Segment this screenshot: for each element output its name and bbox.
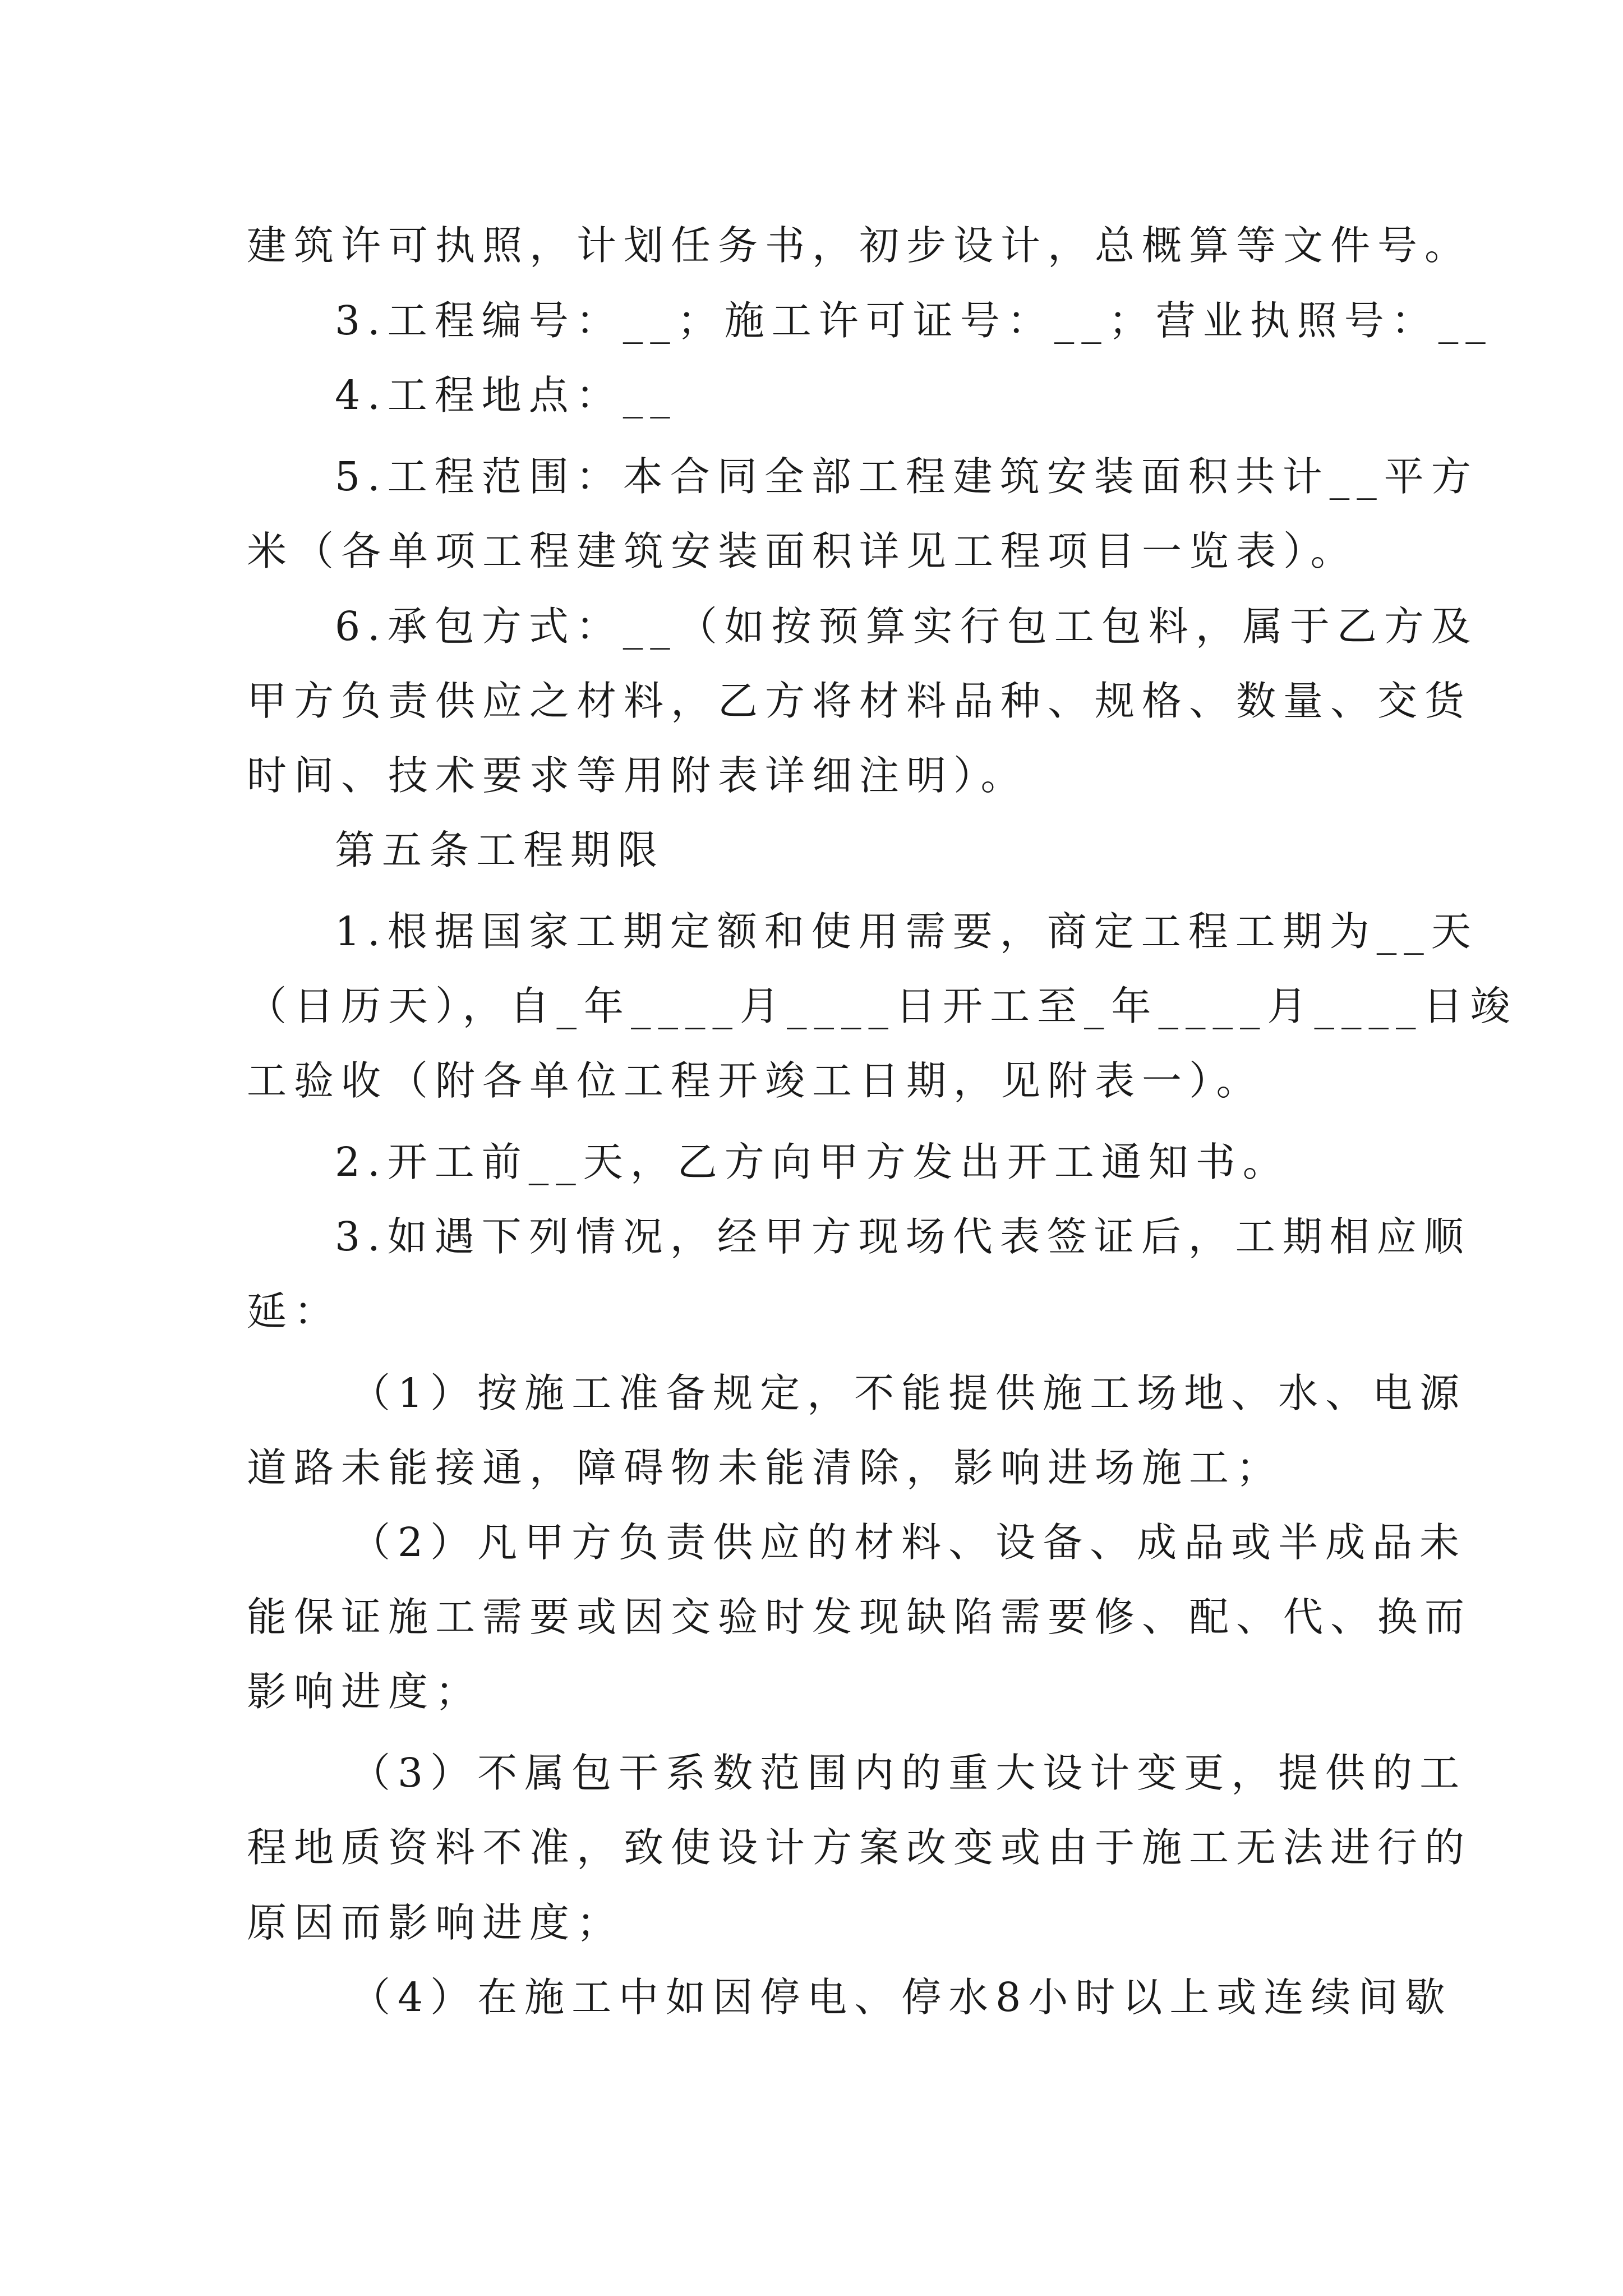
text-line: 建筑许可执照，计划任务书，初步设计，总概算等文件号。 (247, 222, 1472, 269)
text-line: 米（各单项工程建筑安装面积详见工程项目一览表）。 (247, 528, 1358, 574)
text-line: 工验收（附各单位工程开竣工日期，见附表一）。 (247, 1057, 1264, 1104)
text-line: 5.工程范围：本合同全部工程建筑安装面积共计__平方 (335, 453, 1478, 500)
text-line: 甲方负责供应之材料，乙方将材料品种、规格、数量、交货 (247, 678, 1472, 724)
text-line: 原因而影响进度； (247, 1899, 624, 1946)
section-heading: 第五条工程期限 (335, 827, 665, 873)
text-line: 3.工程编号：__；施工许可证号：__；营业执照号：__ (335, 297, 1493, 344)
text-line: 影响进度； (247, 1668, 483, 1715)
text-line: 2.开工前__天，乙方向甲方发出开工通知书。 (335, 1139, 1290, 1185)
text-line: 道路未能接通，障碍物未能清除，影响进场施工； (247, 1444, 1284, 1491)
text-line: （日历天），自_年____月____日开工至_年____月____日竣 (247, 983, 1518, 1029)
text-line: 4.工程地点：__ (335, 372, 677, 418)
text-line: 能保证施工需要或因交验时发现缺陷需要修、配、代、换而 (247, 1594, 1472, 1640)
text-line: （1）按施工准备规定，不能提供施工场地、水、电源 (351, 1370, 1467, 1416)
text-line: （2）凡甲方负责供应的材料、设备、成品或半成品未 (351, 1519, 1467, 1566)
text-line: 1.根据国家工期定额和使用需要，商定工程工期为__天 (335, 908, 1478, 955)
text-line: 3.如遇下列情况，经甲方现场代表签证后，工期相应顺 (335, 1213, 1471, 1260)
text-line: 6.承包方式：__（如按预算实行包工包料，属于乙方及 (335, 603, 1478, 650)
text-line: （4）在施工中如因停电、停水8小时以上或连续间歇 (351, 1974, 1453, 2021)
text-line: 程地质资料不准，致使设计方案改变或由于施工无法进行的 (247, 1824, 1472, 1871)
text-line: 时间、技术要求等用附表详细注明）。 (247, 752, 1028, 799)
text-line: （3）不属包干系数范围内的重大设计变更，提供的工 (351, 1750, 1467, 1796)
text-line: 延： (247, 1288, 342, 1335)
